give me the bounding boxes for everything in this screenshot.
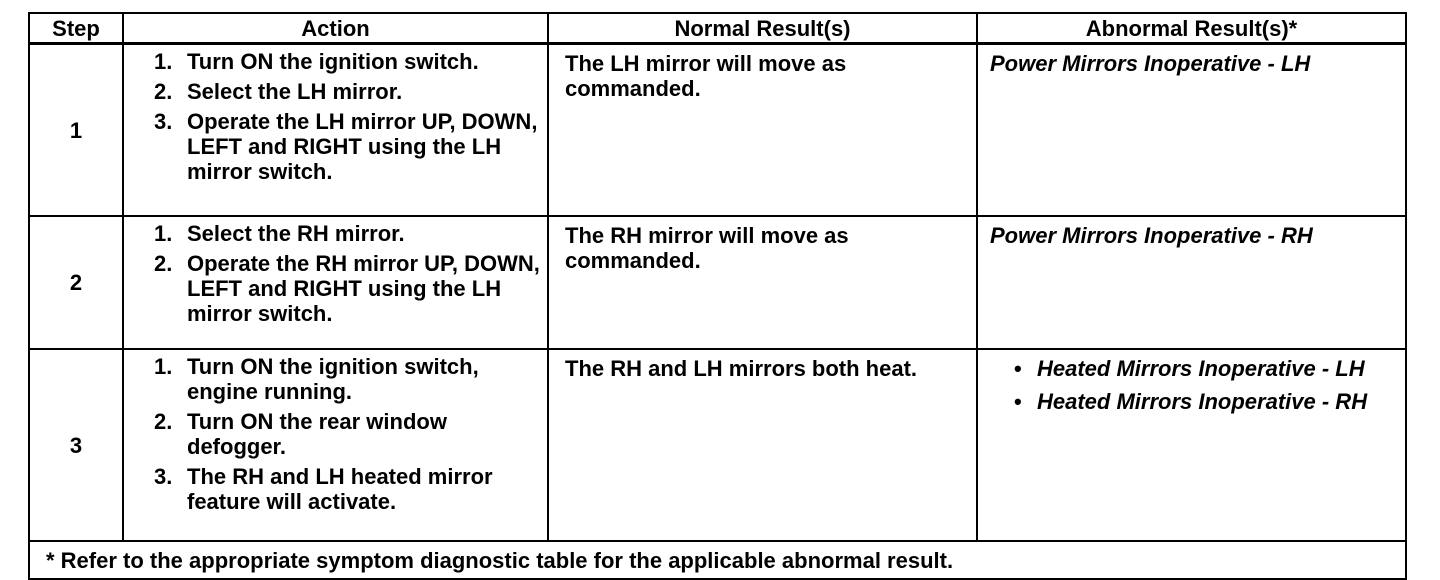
action-number: 3. — [154, 109, 173, 134]
abnormal-result-list — [990, 356, 1397, 414]
table-row — [29, 216, 1406, 349]
header-row — [29, 13, 1406, 44]
action-text: Turn ON the rear window defogger. — [187, 409, 447, 459]
action-cell — [123, 349, 548, 541]
action-item — [154, 49, 541, 74]
action-item — [154, 109, 541, 184]
action-list — [154, 221, 541, 326]
footnote: * Refer to the appropriate symptom diagnostic table for the applicable abnormal result. — [29, 541, 1406, 579]
abnormal-result-cell — [977, 44, 1406, 217]
action-cell — [123, 44, 548, 217]
action-number: 1. — [154, 221, 173, 246]
action-item — [154, 354, 541, 404]
action-number: 1. — [154, 49, 173, 74]
action-cell — [123, 216, 548, 349]
action-number: 2. — [154, 251, 173, 276]
diagnostic-table — [28, 12, 1407, 580]
step-number: 2 — [29, 216, 123, 349]
normal-result: The RH and LH mirrors both heat. — [548, 349, 977, 541]
action-list — [154, 354, 541, 514]
normal-result: The RH mirror will move as commanded. — [548, 216, 977, 349]
action-item — [154, 464, 541, 514]
step-number: 1 — [29, 44, 123, 217]
header-normal-results: Normal Result(s) — [548, 13, 977, 44]
action-text: Operate the LH mirror UP, DOWN, LEFT and RIGHT using the LH mirror switch. — [187, 109, 538, 184]
footnote-row — [29, 541, 1406, 579]
action-text: Operate the RH mirror UP, DOWN, LEFT and RIGHT using the LH mirror switch. — [187, 251, 540, 326]
abnormal-result-item — [990, 389, 1397, 414]
normal-result: The LH mirror will move as commanded. — [548, 44, 977, 217]
abnormal-result: Heated Mirrors Inoperative - LH — [1037, 356, 1365, 381]
bullet-icon: • — [1014, 356, 1022, 381]
abnormal-result-cell — [977, 216, 1406, 349]
header-abnormal-results: Abnormal Result(s)* — [977, 13, 1406, 44]
action-number: 2. — [154, 409, 173, 434]
action-text: The RH and LH heated mirror feature will activate. — [187, 464, 493, 514]
action-item — [154, 251, 541, 326]
abnormal-result-cell — [977, 349, 1406, 541]
action-text: Turn ON the ignition switch, engine running. — [187, 354, 479, 404]
action-number: 3. — [154, 464, 173, 489]
action-text: Turn ON the ignition switch. — [187, 49, 479, 74]
action-text: Select the LH mirror. — [187, 79, 403, 104]
table-row — [29, 349, 1406, 541]
action-item — [154, 79, 541, 104]
table-row — [29, 44, 1406, 217]
action-number: 2. — [154, 79, 173, 104]
header-action: Action — [123, 13, 548, 44]
abnormal-result: Heated Mirrors Inoperative - RH — [1037, 389, 1368, 414]
action-item — [154, 409, 541, 459]
action-number: 1. — [154, 354, 173, 379]
abnormal-result-item — [990, 356, 1397, 381]
action-item — [154, 221, 541, 246]
abnormal-result: Power Mirrors Inoperative - RH — [990, 223, 1313, 248]
header-step: Step — [29, 13, 123, 44]
bullet-icon: • — [1014, 389, 1022, 414]
abnormal-result: Power Mirrors Inoperative - LH — [990, 51, 1311, 76]
action-text: Select the RH mirror. — [187, 221, 405, 246]
action-list — [154, 49, 541, 184]
step-number: 3 — [29, 349, 123, 541]
